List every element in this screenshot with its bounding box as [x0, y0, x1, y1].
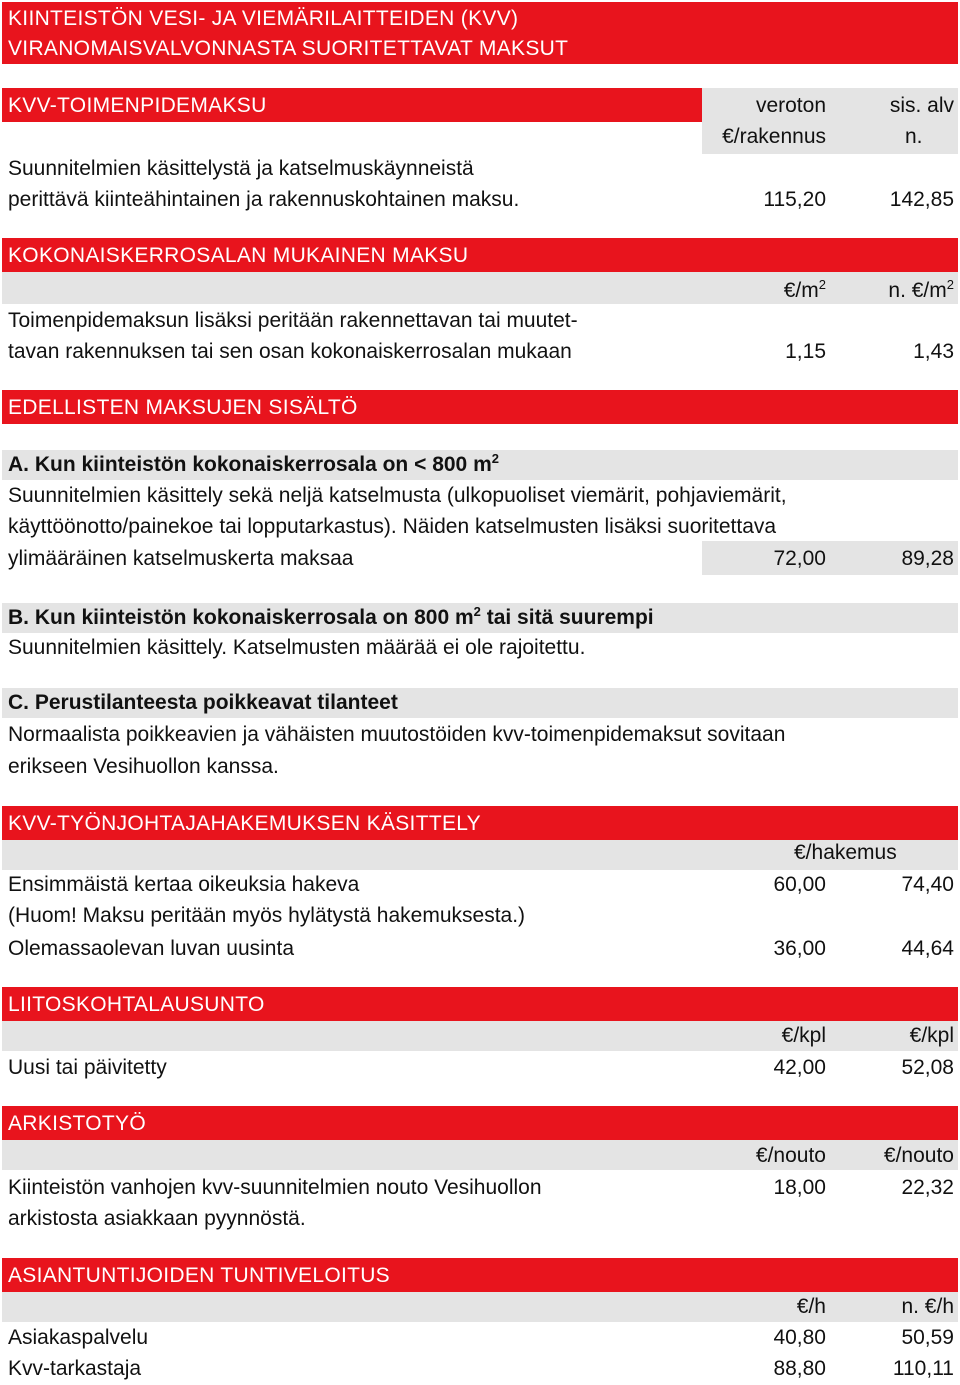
row-label: Kiinteistön vanhojen kvv-suunnitelmien nouto Vesihuollon — [8, 1176, 542, 1199]
row-label: arkistosta asiakkaan pyynnöstä. — [8, 1207, 306, 1230]
row-label: Kvv-tarkastaja — [8, 1357, 142, 1380]
row-label: Olemassaolevan luvan uusinta — [8, 937, 295, 960]
price-sis-alv: 50,59 — [901, 1326, 954, 1349]
subheading-a: A. Kun kiinteistön kokonaiskerrosala on < 800 $m^2$ — [8, 451, 499, 476]
description-line: Suunnitelmien käsittely sekä neljä katselmusta (ulkopuoliset viemärit, pohjaviemärit, — [8, 484, 787, 507]
description-line: erikseen Vesihuollon kanssa. — [8, 755, 279, 778]
section-heading-kvv-tyonjohtajahakemus: KVV-TYÖNJOHTAJAHAKEMUKSEN KÄSITTELY — [8, 812, 481, 835]
row-label: Asiakaspalvelu — [8, 1326, 149, 1349]
price-veroton: 36,00 — [773, 937, 826, 960]
section-heading-kvv-toimenpidemaksu: KVV-TOIMENPIDEMAKSU — [8, 94, 267, 117]
section-heading-kokonaiskerrosala: KOKONAISKERROSALAN MUKAINEN MAKSU — [8, 244, 469, 267]
price-veroton: 72,00 — [773, 547, 826, 570]
row-label: Ensimmäistä kertaa oikeuksia hakeva — [8, 873, 360, 896]
column-header-veroton: veroton — [755, 94, 826, 117]
description-line: Suunnitelmien käsittelystä ja katselmuskäynneistä — [8, 157, 474, 180]
unit-label: €/nouto — [883, 1144, 954, 1167]
unit-label: €/rakennus — [722, 125, 826, 148]
description-line: Toimenpidemaksun lisäksi peritään rakennettavan tai muutet- — [8, 309, 578, 332]
unit-label: €/hakemus — [794, 841, 897, 864]
price-sis-alv: 44,64 — [901, 937, 954, 960]
unit-label: €/h — [796, 1295, 826, 1318]
page-title-line2: VIRANOMAISVALVONNASTA SUORITETTAVAT MAKSUT — [8, 37, 569, 60]
page-title-line1: KIINTEISTÖN VESI- JA VIEMÄRILAITTEIDEN (KVV) — [8, 7, 519, 30]
description-line: Normaalista poikkeavien ja vähäisten muutostöiden kvv-toimenpidemaksut sovitaan — [8, 723, 786, 746]
description-line: perittävä kiinteähintainen ja rakennuskohtainen maksu. — [8, 188, 520, 211]
unit-label: n. €/h — [901, 1295, 954, 1318]
price-veroton: 88,80 — [773, 1357, 826, 1380]
unit-label: $€/m^2$ — [783, 277, 826, 302]
price-veroton: 60,00 — [773, 873, 826, 896]
price-sis-alv: 110,11 — [892, 1357, 954, 1380]
price-sis-alv: 74,40 — [901, 873, 954, 896]
section-heading-liitoskohtalausunto: LIITOSKOHTALAUSUNTO — [8, 993, 265, 1016]
description-line: Suunnitelmien käsittely. Katselmusten määrää ei ole rajoitettu. — [8, 636, 586, 659]
price-sis-alv: 142,85 — [889, 188, 954, 211]
section-heading-edellisten-maksujen-sisalto: EDELLISTEN MAKSUJEN SISÄLTÖ — [8, 396, 358, 419]
description-line: tavan rakennuksen tai sen osan kokonaiskerrosalan mukaan — [8, 340, 572, 363]
unit-label: €/nouto — [755, 1144, 826, 1167]
price-sis-alv: 1,43 — [913, 340, 954, 363]
price-veroton: 115,20 — [763, 188, 826, 211]
section-heading-arkistotyo: ARKISTOTYÖ — [8, 1112, 146, 1135]
row-label: Uusi tai päivitetty — [8, 1056, 167, 1079]
price-sis-alv: 22,32 — [901, 1176, 954, 1199]
price-veroton: 18,00 — [773, 1176, 826, 1199]
note-line: (Huom! Maksu peritään myös hylätystä hakemuksesta.) — [8, 904, 526, 927]
unit-label: €/kpl — [781, 1024, 826, 1047]
subheading-c: C. Perustilanteesta poikkeavat tilanteet — [8, 691, 398, 714]
column-header-sis-alv: sis. alv — [889, 94, 954, 117]
unit-label-n: n. — [905, 125, 923, 148]
description-line: ylimääräinen katselmuskerta maksaa — [8, 547, 354, 570]
price-veroton: 40,80 — [773, 1326, 826, 1349]
price-sis-alv: 52,08 — [901, 1056, 954, 1079]
section-heading-asiantuntijoiden-tuntiveloitus: ASIANTUNTIJOIDEN TUNTIVELOITUS — [8, 1264, 390, 1287]
unit-label: €/kpl — [909, 1024, 954, 1047]
description-line: käyttöönotto/painekoe tai lopputarkastus). Näiden katselmusten lisäksi suoritettava — [8, 515, 777, 538]
unit-label: n. $€/m^2$ — [888, 277, 954, 302]
price-veroton: 42,00 — [773, 1056, 826, 1079]
price-veroton: 1,15 — [785, 340, 826, 363]
price-sis-alv: 89,28 — [901, 547, 954, 570]
subheading-b: B. Kun kiinteistön kokonaiskerrosala on 800 $m^2$ tai sitä suurempi — [8, 604, 654, 629]
